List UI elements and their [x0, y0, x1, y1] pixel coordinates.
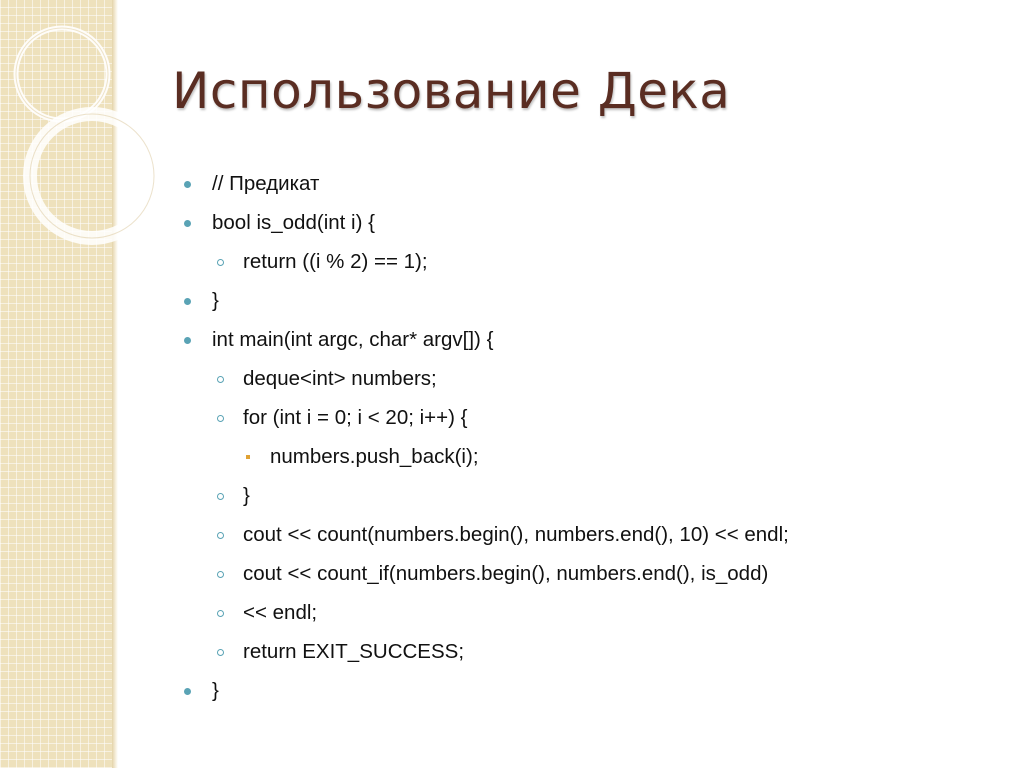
ring-dot-icon — [213, 402, 227, 434]
list-item — [180, 168, 1000, 207]
ring-dot-icon — [213, 480, 227, 512]
list-item-text: deque<int> numbers; — [243, 367, 437, 390]
list-item-text: return ((i % 2) == 1); — [243, 250, 428, 273]
ring-dot-icon — [213, 246, 227, 278]
list-item-text: for (int i = 0; i < 20; i++) { — [243, 406, 468, 429]
list-item — [180, 363, 1000, 402]
list-item — [180, 441, 1000, 480]
list-item-text: cout << count_if(numbers.begin(), numbers.end(), is_odd) — [243, 562, 769, 585]
list-item-text: int main(int argc, char* argv[]) { — [212, 328, 494, 351]
decorative-circles-icon — [0, 0, 160, 260]
list-item — [180, 480, 1000, 519]
list-item — [180, 675, 1000, 714]
filled-dot-icon — [180, 285, 194, 317]
list-item — [180, 402, 1000, 441]
list-item-text: numbers.push_back(i); — [270, 445, 479, 468]
ring-dot-icon — [213, 636, 227, 668]
square-dot-icon — [241, 441, 255, 473]
filled-dot-icon — [180, 207, 194, 239]
bullet-list — [180, 168, 1000, 714]
list-item — [180, 519, 1000, 558]
list-item — [180, 246, 1000, 285]
list-item-text: // Предикат — [212, 172, 320, 195]
ring-dot-icon — [213, 519, 227, 551]
list-item-text: << endl; — [243, 601, 318, 624]
list-item — [180, 324, 1000, 363]
list-item-text: } — [212, 289, 219, 312]
ring-dot-icon — [213, 558, 227, 590]
list-item — [180, 558, 1000, 597]
ring-dot-icon — [213, 363, 227, 395]
list-item-text: bool is_odd(int i) { — [212, 211, 375, 234]
list-item — [180, 597, 1000, 636]
list-item-text: } — [212, 679, 219, 702]
list-item-text: cout << count(numbers.begin(), numbers.end(), 10) << endl; — [243, 523, 789, 546]
ring-dot-icon — [213, 597, 227, 629]
list-item-text: } — [243, 484, 250, 507]
list-item — [180, 636, 1000, 675]
filled-dot-icon — [180, 168, 194, 200]
list-item — [180, 207, 1000, 246]
list-item — [180, 285, 1000, 324]
filled-dot-icon — [180, 675, 194, 707]
list-item-text: return EXIT_SUCCESS; — [243, 640, 465, 663]
filled-dot-icon — [180, 324, 194, 356]
slide-title: Использование Дека — [172, 62, 731, 120]
